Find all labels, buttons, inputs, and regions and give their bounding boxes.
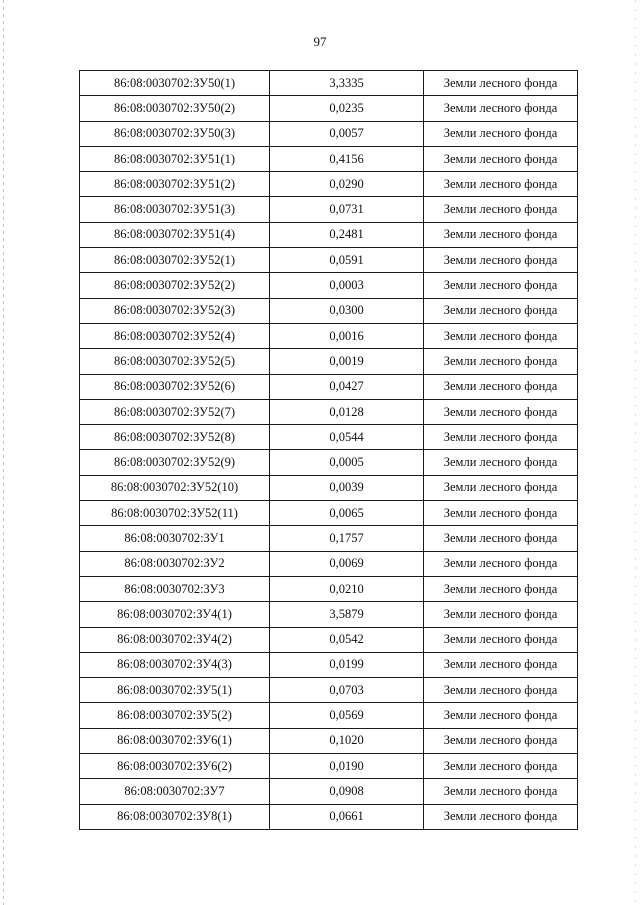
table-row <box>80 399 578 424</box>
table-row <box>80 501 578 526</box>
scan-edge-left <box>3 0 4 905</box>
area-cell: 0,0703 <box>270 678 424 703</box>
table-row <box>80 374 578 399</box>
land-category-cell: Земли лесного фонда <box>424 273 578 298</box>
table-row <box>80 779 578 804</box>
land-parcel-table <box>79 70 578 830</box>
cadastral-number-cell: 86:08:0030702:ЗУ5(2) <box>80 703 270 728</box>
area-cell: 0,0591 <box>270 248 424 273</box>
area-cell: 0,0039 <box>270 475 424 500</box>
cadastral-number-cell: 86:08:0030702:ЗУ3 <box>80 576 270 601</box>
table-row <box>80 576 578 601</box>
cadastral-number-cell: 86:08:0030702:ЗУ52(4) <box>80 323 270 348</box>
cadastral-number-cell: 86:08:0030702:ЗУ50(1) <box>80 71 270 96</box>
cadastral-number-cell: 86:08:0030702:ЗУ2 <box>80 551 270 576</box>
land-category-cell: Земли лесного фонда <box>424 197 578 222</box>
cadastral-number-cell: 86:08:0030702:ЗУ52(10) <box>80 475 270 500</box>
table-row <box>80 602 578 627</box>
area-cell: 0,0542 <box>270 627 424 652</box>
cadastral-number-cell: 86:08:0030702:ЗУ1 <box>80 526 270 551</box>
cadastral-number-cell: 86:08:0030702:ЗУ52(3) <box>80 298 270 323</box>
cadastral-number-cell: 86:08:0030702:ЗУ5(1) <box>80 678 270 703</box>
cadastral-number-cell: 86:08:0030702:ЗУ7 <box>80 779 270 804</box>
area-cell: 0,0661 <box>270 804 424 829</box>
cadastral-number-cell: 86:08:0030702:ЗУ51(2) <box>80 172 270 197</box>
land-category-cell: Земли лесного фонда <box>424 501 578 526</box>
land-category-cell: Земли лесного фонда <box>424 703 578 728</box>
table-row <box>80 298 578 323</box>
cadastral-number-cell: 86:08:0030702:ЗУ52(9) <box>80 450 270 475</box>
table-row <box>80 197 578 222</box>
area-cell: 0,0057 <box>270 121 424 146</box>
area-cell: 0,0003 <box>270 273 424 298</box>
area-cell: 0,0908 <box>270 779 424 804</box>
table-row <box>80 728 578 753</box>
area-cell: 0,0731 <box>270 197 424 222</box>
land-category-cell: Земли лесного фонда <box>424 475 578 500</box>
land-category-cell: Земли лесного фонда <box>424 425 578 450</box>
table-row <box>80 121 578 146</box>
land-category-cell: Земли лесного фонда <box>424 399 578 424</box>
land-category-cell: Земли лесного фонда <box>424 323 578 348</box>
table-row <box>80 349 578 374</box>
land-category-cell: Земли лесного фонда <box>424 349 578 374</box>
table-row <box>80 754 578 779</box>
cadastral-number-cell: 86:08:0030702:ЗУ52(6) <box>80 374 270 399</box>
cadastral-number-cell: 86:08:0030702:ЗУ52(5) <box>80 349 270 374</box>
table-row <box>80 627 578 652</box>
cadastral-number-cell: 86:08:0030702:ЗУ8(1) <box>80 804 270 829</box>
area-cell: 0,4156 <box>270 146 424 171</box>
land-category-cell: Земли лесного фонда <box>424 374 578 399</box>
table-row <box>80 96 578 121</box>
area-cell: 0,0300 <box>270 298 424 323</box>
table-row <box>80 248 578 273</box>
land-category-cell: Земли лесного фонда <box>424 450 578 475</box>
table-body <box>80 71 578 830</box>
table-row <box>80 804 578 829</box>
cadastral-number-cell: 86:08:0030702:ЗУ52(7) <box>80 399 270 424</box>
land-category-cell: Земли лесного фонда <box>424 298 578 323</box>
cadastral-number-cell: 86:08:0030702:ЗУ50(3) <box>80 121 270 146</box>
cadastral-number-cell: 86:08:0030702:ЗУ52(8) <box>80 425 270 450</box>
area-cell: 0,0235 <box>270 96 424 121</box>
land-category-cell: Земли лесного фонда <box>424 804 578 829</box>
area-cell: 0,0005 <box>270 450 424 475</box>
land-category-cell: Земли лесного фонда <box>424 526 578 551</box>
land-category-cell: Земли лесного фонда <box>424 627 578 652</box>
area-cell: 0,0569 <box>270 703 424 728</box>
table-row <box>80 526 578 551</box>
area-cell: 0,0069 <box>270 551 424 576</box>
land-category-cell: Земли лесного фонда <box>424 172 578 197</box>
cadastral-number-cell: 86:08:0030702:ЗУ51(3) <box>80 197 270 222</box>
area-cell: 0,0065 <box>270 501 424 526</box>
page-number: 97 <box>313 34 327 49</box>
land-category-cell: Земли лесного фонда <box>424 678 578 703</box>
land-category-cell: Земли лесного фонда <box>424 222 578 247</box>
table-row <box>80 551 578 576</box>
cadastral-number-cell: 86:08:0030702:ЗУ6(2) <box>80 754 270 779</box>
cadastral-number-cell: 86:08:0030702:ЗУ6(1) <box>80 728 270 753</box>
area-cell: 0,0290 <box>270 172 424 197</box>
area-cell: 0,2481 <box>270 222 424 247</box>
land-category-cell: Земли лесного фонда <box>424 248 578 273</box>
land-category-cell: Земли лесного фонда <box>424 652 578 677</box>
table-row <box>80 678 578 703</box>
land-category-cell: Земли лесного фонда <box>424 71 578 96</box>
area-cell: 0,0019 <box>270 349 424 374</box>
area-cell: 3,3335 <box>270 71 424 96</box>
table-row <box>80 703 578 728</box>
cadastral-number-cell: 86:08:0030702:ЗУ52(2) <box>80 273 270 298</box>
land-category-cell: Земли лесного фонда <box>424 121 578 146</box>
table-row <box>80 222 578 247</box>
table-row <box>80 146 578 171</box>
land-category-cell: Земли лесного фонда <box>424 779 578 804</box>
area-cell: 0,0128 <box>270 399 424 424</box>
land-category-cell: Земли лесного фонда <box>424 551 578 576</box>
land-category-cell: Земли лесного фонда <box>424 754 578 779</box>
area-cell: 3,5879 <box>270 602 424 627</box>
area-cell: 0,0210 <box>270 576 424 601</box>
table-row <box>80 172 578 197</box>
cadastral-number-cell: 86:08:0030702:ЗУ51(4) <box>80 222 270 247</box>
area-cell: 0,0199 <box>270 652 424 677</box>
area-cell: 0,0190 <box>270 754 424 779</box>
table-row <box>80 323 578 348</box>
table-row <box>80 425 578 450</box>
land-category-cell: Земли лесного фонда <box>424 576 578 601</box>
cadastral-number-cell: 86:08:0030702:ЗУ52(1) <box>80 248 270 273</box>
table-row <box>80 273 578 298</box>
table-row <box>80 71 578 96</box>
cadastral-number-cell: 86:08:0030702:ЗУ4(3) <box>80 652 270 677</box>
table-row <box>80 450 578 475</box>
land-category-cell: Земли лесного фонда <box>424 728 578 753</box>
land-category-cell: Земли лесного фонда <box>424 146 578 171</box>
land-category-cell: Земли лесного фонда <box>424 96 578 121</box>
table-row <box>80 652 578 677</box>
table-row <box>80 475 578 500</box>
area-cell: 0,1757 <box>270 526 424 551</box>
cadastral-number-cell: 86:08:0030702:ЗУ4(1) <box>80 602 270 627</box>
area-cell: 0,0544 <box>270 425 424 450</box>
area-cell: 0,1020 <box>270 728 424 753</box>
cadastral-number-cell: 86:08:0030702:ЗУ50(2) <box>80 96 270 121</box>
cadastral-number-cell: 86:08:0030702:ЗУ52(11) <box>80 501 270 526</box>
cadastral-number-cell: 86:08:0030702:ЗУ51(1) <box>80 146 270 171</box>
land-category-cell: Земли лесного фонда <box>424 602 578 627</box>
cadastral-number-cell: 86:08:0030702:ЗУ4(2) <box>80 627 270 652</box>
scan-edge-right <box>635 0 636 905</box>
area-cell: 0,0427 <box>270 374 424 399</box>
area-cell: 0,0016 <box>270 323 424 348</box>
